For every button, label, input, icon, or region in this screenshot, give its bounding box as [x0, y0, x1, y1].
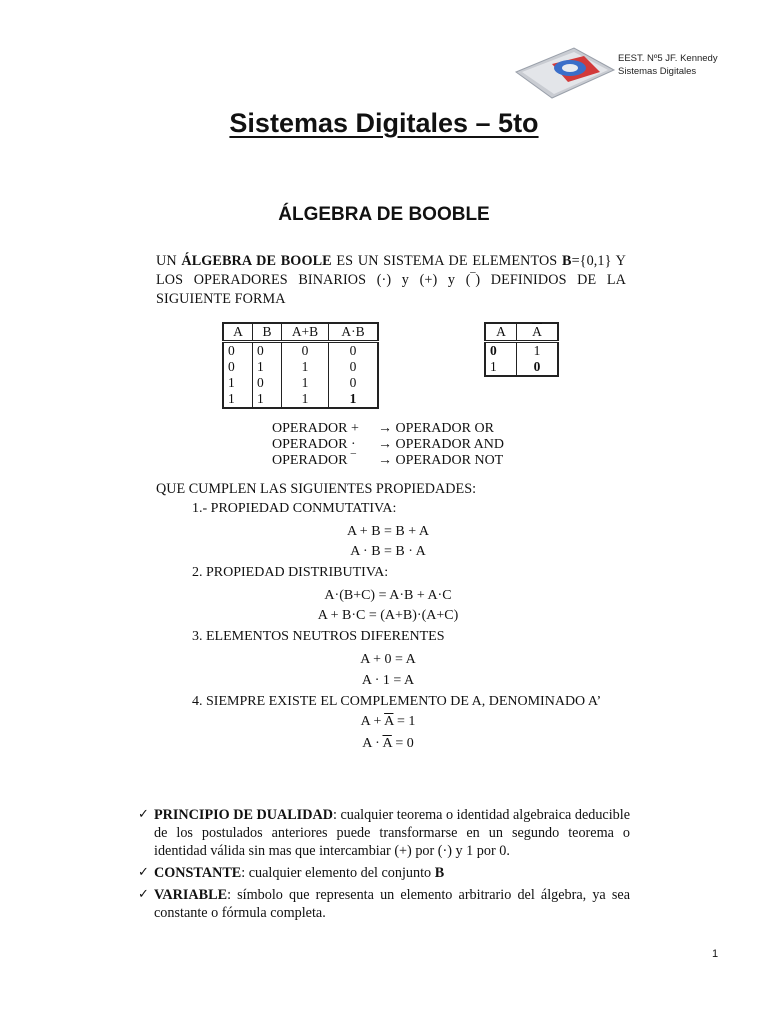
truth-table-and-or	[222, 322, 379, 409]
definition-text	[154, 864, 630, 882]
school-line-2: Sistemas Digitales	[618, 66, 697, 77]
property-equation: A·(B+C) = A·B + A·C	[324, 588, 452, 603]
property-equation: A + B = B + A	[346, 524, 430, 539]
table-cell: 1	[223, 391, 253, 408]
table-row	[223, 342, 378, 360]
intro-macron: ‾	[470, 272, 476, 288]
table-cell: 0	[517, 359, 559, 376]
table-cell: 1	[485, 359, 517, 376]
operator-list	[272, 421, 504, 469]
table-cell: 0	[223, 359, 253, 375]
property-equation	[238, 714, 538, 730]
table-header: A+B	[282, 323, 329, 342]
property-label-2: 2. PROPIEDAD DISTRIBUTIVA:	[192, 565, 389, 580]
operator-row	[272, 437, 504, 453]
table-cell: 0	[329, 342, 379, 360]
property-label-4: 4. SIEMPRE EXISTE EL COMPLEMENTO DE A, DENOMINADO A’	[192, 694, 602, 709]
operator-row	[272, 453, 504, 469]
intro-text-2: ES UN SISTEMA DE ELEMENTOS	[331, 253, 562, 269]
operator-row	[272, 421, 504, 437]
property-equation	[238, 736, 538, 752]
operator-meaning: → OPERADOR NOT	[378, 453, 504, 468]
page-title: Sistemas Digitales – 5to	[229, 108, 539, 138]
operator-symbol: OPERADOR ·	[272, 437, 356, 452]
definition-text	[154, 806, 630, 860]
table-cell: 0	[329, 375, 379, 391]
table-cell: 0	[253, 342, 282, 360]
table-cell: 0	[282, 342, 329, 360]
property-label-1: 1.- PROPIEDAD CONMUTATIVA:	[192, 501, 397, 516]
school-logo-icon	[512, 42, 616, 102]
page-number: 1	[712, 948, 719, 960]
eq-part: A ·	[362, 736, 383, 751]
intro-bold-1: ÁLGEBRA DE BOOLE	[181, 253, 332, 269]
table-row	[485, 359, 558, 376]
operator-meaning: → OPERADOR OR	[378, 421, 494, 436]
property-equation: A + 0 = A	[360, 652, 416, 667]
property-equation: A + B·C = (A+B)·(A+C)	[317, 608, 459, 623]
definition-body: : símbolo que representa un elemento arbitrario del álgebra, ya sea constante o fórmula completa.	[154, 887, 630, 921]
table-cell: 0	[253, 375, 282, 391]
table-cell: 0	[223, 342, 253, 360]
table-cell: 1	[223, 375, 253, 391]
definition-set-b: B	[434, 865, 445, 881]
definition-term: PRINCIPIO DE DUALIDAD	[154, 807, 333, 823]
definitions-list	[138, 806, 630, 926]
eq-part: = 0	[391, 736, 414, 751]
operator-symbol: OPERADOR ‾	[272, 453, 356, 468]
table-header: A	[485, 323, 517, 342]
table-cell: 1	[282, 375, 329, 391]
checkmark-icon: ✓	[138, 865, 149, 880]
list-item	[138, 806, 630, 860]
properties-intro: QUE CUMPLEN LAS SIGUIENTES PROPIEDADES:	[156, 481, 477, 497]
table-header-row	[223, 323, 378, 342]
school-name	[618, 52, 718, 78]
table-cell: 0	[329, 359, 379, 375]
eq-not-a: $\overline{A}$	[382, 736, 392, 751]
eq-part: A +	[360, 714, 385, 729]
school-line-1: EEST. Nº5 JF. Kennedy	[618, 53, 718, 64]
table-cell: 0	[485, 342, 517, 360]
operator-symbol: OPERADOR +	[272, 421, 359, 436]
property-label-3: 3. ELEMENTOS NEUTROS DIFERENTES	[192, 629, 445, 644]
definition-body: : cualquier elemento del conjunto	[241, 865, 435, 881]
intro-text-4: ) DEFINIDOS DE LA SIGUIENTE FORMA	[156, 272, 626, 307]
definition-term: VARIABLE	[154, 887, 228, 903]
truth-table-not	[484, 322, 559, 377]
table-header: A	[223, 323, 253, 342]
checkmark-icon: ✓	[138, 887, 149, 902]
table-cell: 1	[282, 391, 329, 408]
eq-not-a: $\overline{A}$	[384, 714, 394, 729]
intro-paragraph	[156, 252, 626, 309]
definition-body: : cualquier teorema o identidad algebraica deducible de los postulados anteriores puede transformarse en un segundo teorema o identidad válida sin mas que intercambiar (+) por (·) y 1 por 0.	[154, 807, 630, 859]
property-equation: A · 1 = A	[361, 673, 415, 688]
property-equation: A · B = B · A	[350, 544, 426, 559]
definition-text	[154, 886, 630, 922]
table-row	[223, 391, 378, 408]
section-subtitle: ÁLGEBRA DE BOOBLE	[278, 204, 490, 225]
intro-bold-2: B	[561, 253, 572, 269]
table-cell: 1	[517, 342, 559, 360]
list-item	[138, 886, 630, 922]
table-cell: 1	[253, 359, 282, 375]
checkmark-icon: ✓	[138, 807, 149, 822]
table-cell: 1	[282, 359, 329, 375]
table-cell: 1	[329, 391, 379, 408]
table-row	[223, 375, 378, 391]
table-cell: 1	[253, 391, 282, 408]
table-row	[223, 359, 378, 375]
table-header-not-a: $\overline{A}$	[517, 323, 559, 342]
table-header-row	[485, 323, 558, 342]
intro-text-1: UN	[156, 253, 182, 269]
list-item	[138, 864, 630, 882]
operator-meaning: → OPERADOR AND	[378, 437, 505, 452]
intro-text-3: ={0,1} Y LOS OPERADORES BINARIOS (·) y (+) y (	[156, 253, 627, 288]
definition-term: CONSTANTE	[154, 865, 242, 881]
eq-part: = 1	[393, 714, 416, 729]
table-header: B	[253, 323, 282, 342]
table-row	[485, 342, 558, 360]
table-header: A·B	[329, 323, 379, 342]
